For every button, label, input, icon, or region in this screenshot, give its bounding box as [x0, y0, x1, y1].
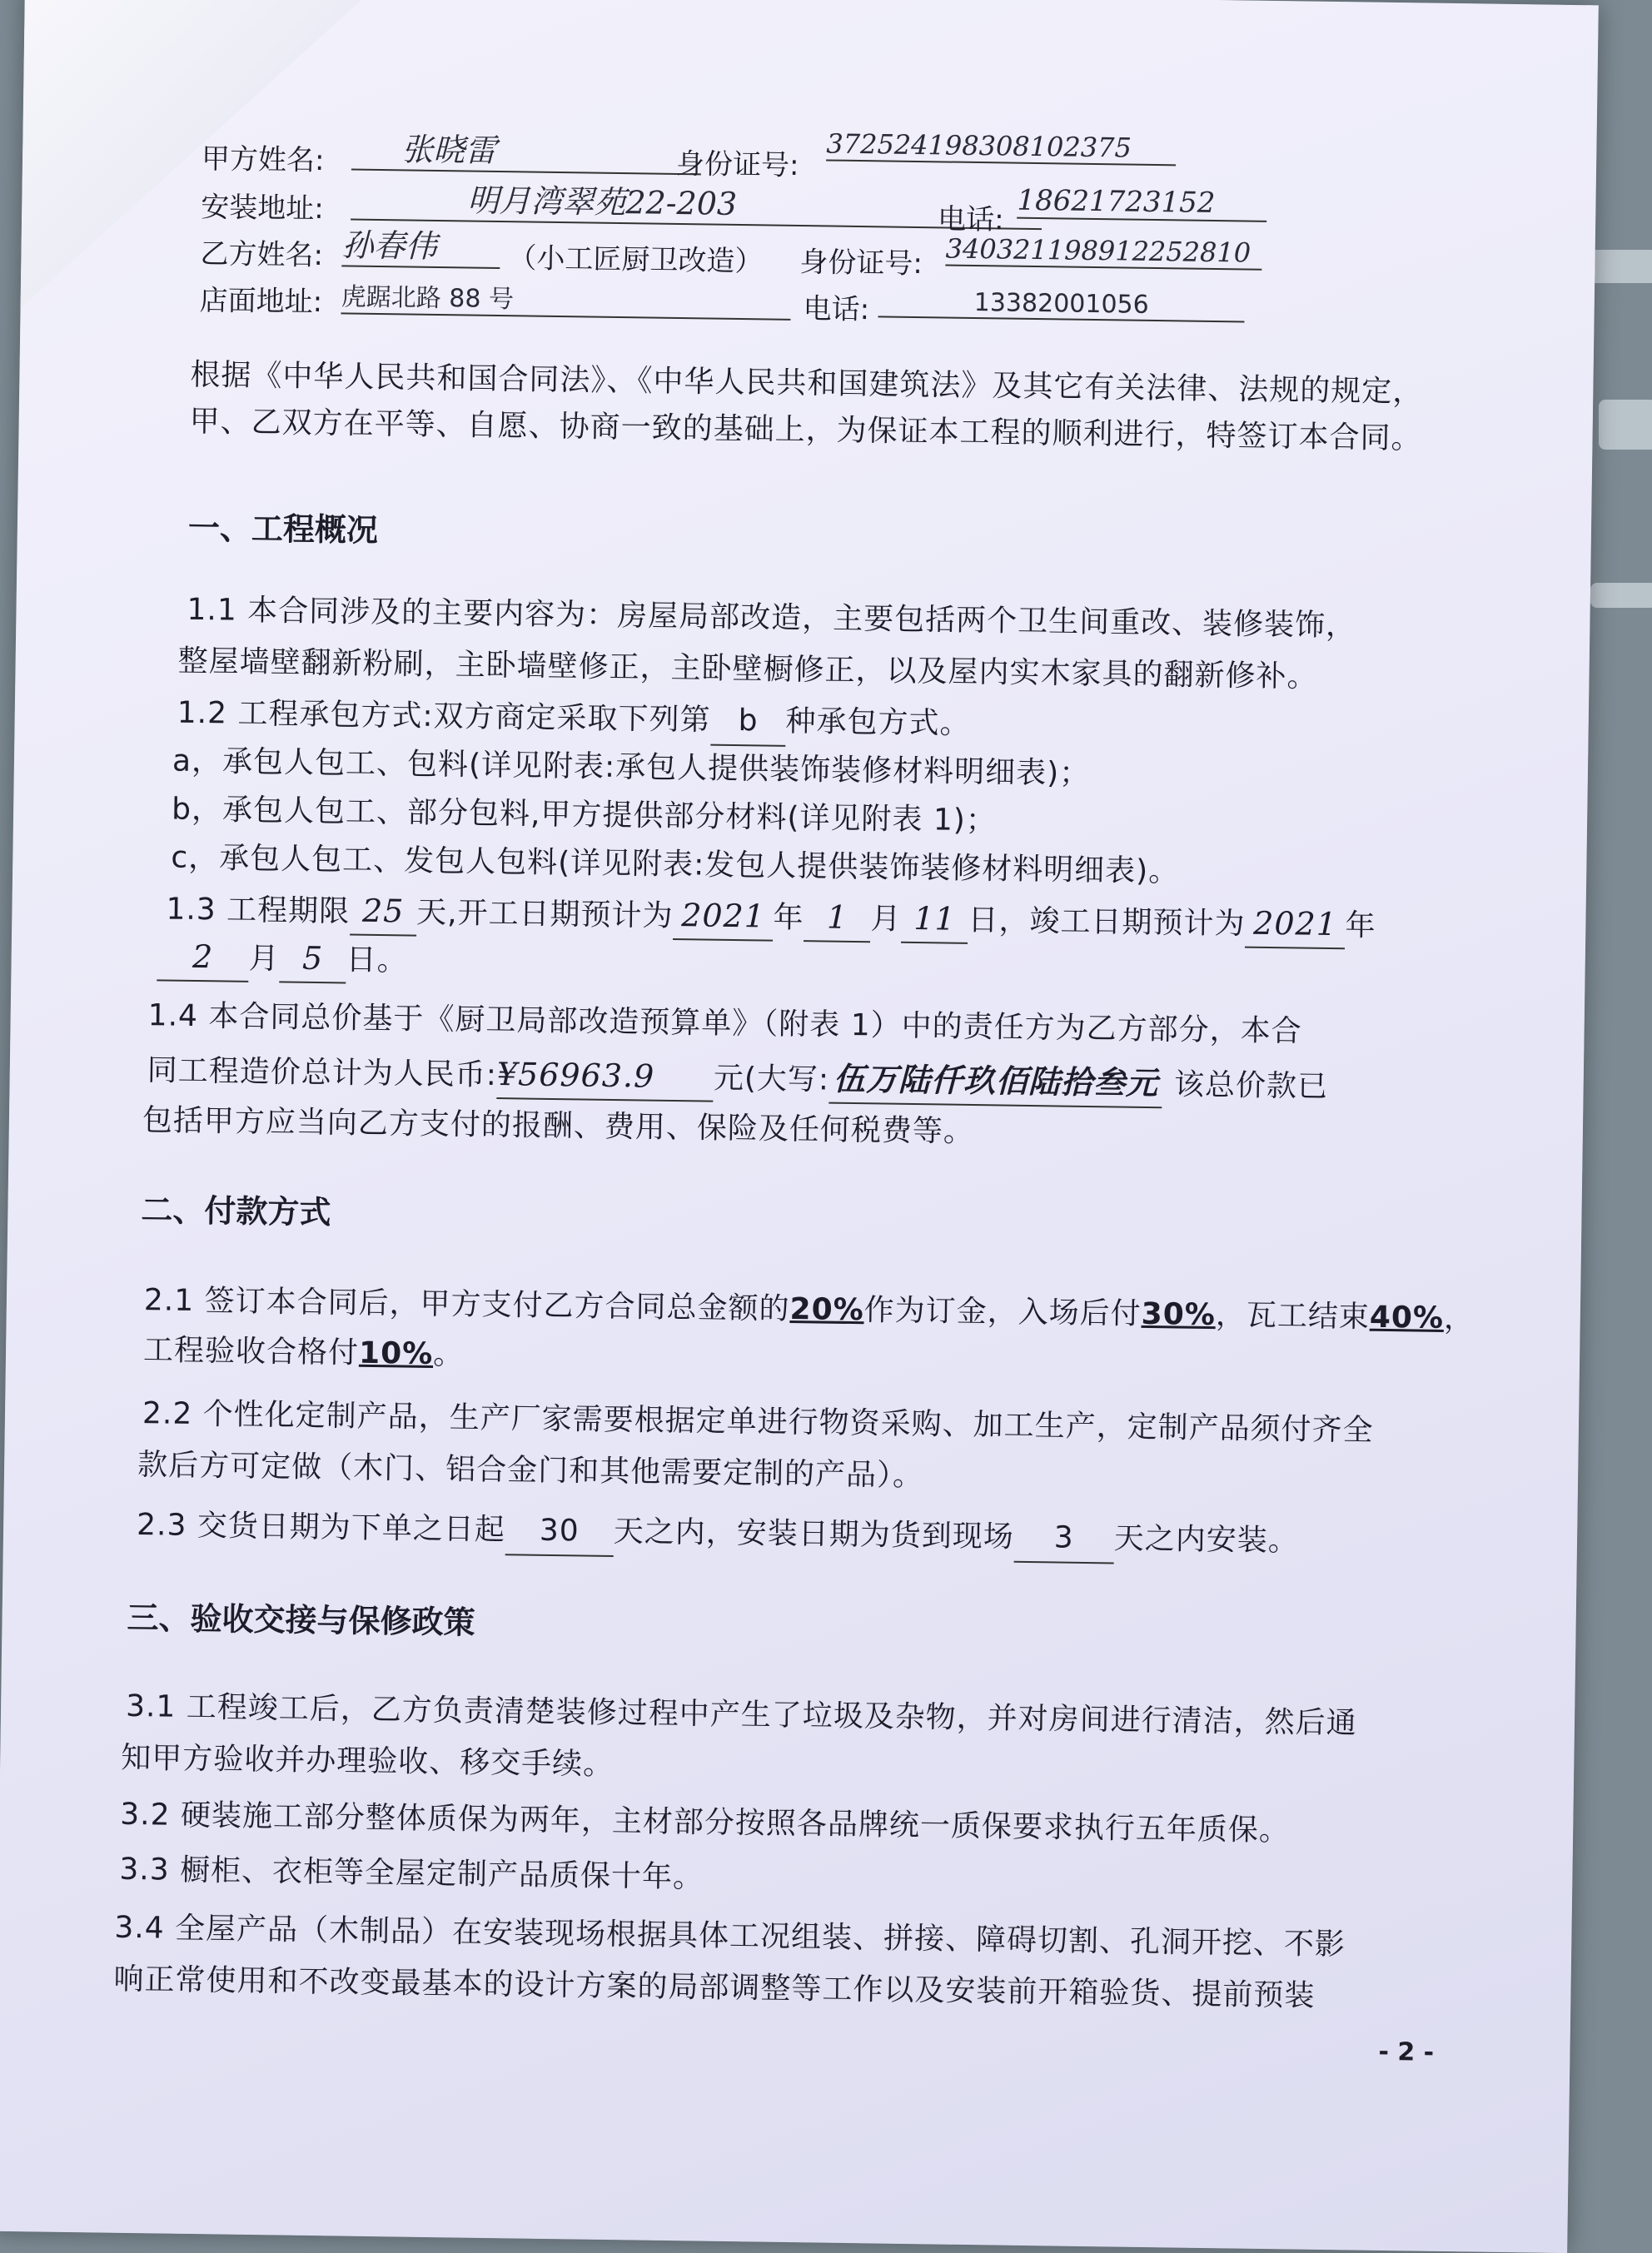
clause-3-1: 3.1 工程竣工后，乙方负责清楚装修过程中产生了垃圾及杂物，并对房间进行清洁，然后通 [125, 1689, 1357, 1741]
tiling-payment-percent: 40% [1369, 1300, 1445, 1335]
clause-2-1-cont [143, 1327, 465, 1378]
clause-2-3 [137, 1502, 1299, 1566]
clause-2-2-cont: 款后方可定做（木门、铝合金门和其他需要定制的产品）。 [137, 1448, 924, 1494]
section-2-title: 二、付款方式 [141, 1191, 331, 1231]
phone-a: 18621723152 [1017, 184, 1267, 222]
clause-3-2: 3.2 硬装施工部分整体质保为两年，主材部分按照各品牌统一质保要求执行五年质保。 [120, 1797, 1291, 1848]
clause-2-1-text: ，瓦工结束 [1215, 1298, 1371, 1335]
clause-1-3-cont [157, 933, 408, 984]
clause-2-1-text: 工程验收合格付 [142, 1333, 360, 1370]
install-days: 3 [1013, 1514, 1114, 1564]
clause-1-2-suffix: 种承包方式。 [785, 704, 971, 741]
duration-days: 25 [350, 888, 417, 937]
install-address: 明月湾翠苑22-203 [351, 172, 1042, 230]
clause-2-1-text: ， [1443, 1301, 1475, 1336]
clause-3-4-cont: 响正常使用和不改变最基本的设计方案的局部调整等工作以及安装前开箱验货、提前预装 [113, 1962, 1316, 2013]
start-month: 1 [804, 893, 871, 942]
end-month: 2 [157, 933, 249, 982]
year-char: 年 [773, 900, 804, 936]
end-day: 5 [279, 934, 346, 983]
clause-1-3-text: 1.3 工程期限 [166, 892, 351, 929]
clause-1-1-cont: 整屋墙壁翻新粉刷，主卧墙壁修正，主卧壁橱修正，以及屋内实木家具的翻新修补。 [177, 644, 1318, 694]
party-b-id: 340321198912252810 [945, 232, 1262, 270]
preamble-line: 根据《中华人民共和国合同法》、《中华人民共和国建筑法》及其它有关法律、法规的规定， [190, 357, 1424, 410]
delivery-days: 30 [505, 1507, 614, 1557]
clause-1-1: 1.1 本合同涉及的主要内容为：房屋局部改造，主要包括两个卫生间重改、装修装饰， [187, 592, 1357, 644]
section-3-title: 三、验收交接与保修政策 [127, 1599, 475, 1641]
party-a-name-label: 甲方姓名: [201, 142, 325, 178]
store-address-label: 店面地址: [199, 283, 323, 320]
end-year: 2021 [1245, 900, 1346, 950]
party-a-id: 372524198308102375 [826, 127, 1177, 166]
price-number: ¥56963.9 [496, 1051, 714, 1102]
phone-label-b: 电话: [803, 292, 870, 327]
clause-2-3-text: 天之内，安装日期为货到现场 [613, 1514, 1015, 1554]
clause-3-3: 3.3 橱柜、衣柜等全屋定制产品质保十年。 [119, 1852, 704, 1895]
day-char: 日。 [346, 942, 408, 978]
contract-mode-choice: b [710, 698, 786, 747]
start-year: 2021 [673, 892, 774, 942]
final-payment-percent: 10% [358, 1335, 434, 1372]
clause-2-1-text: 2.1 签订本合同后，甲方支付乙方合同总金额的 [143, 1283, 790, 1326]
clause-1-4-text: 该总价款已 [1173, 1067, 1329, 1104]
month-char: 月 [870, 902, 902, 937]
page-number: - 2 - [1378, 2037, 1435, 2067]
entry-payment-percent: 30% [1141, 1296, 1217, 1333]
background-stripe [1599, 400, 1652, 450]
deposit-percent: 20% [789, 1291, 865, 1328]
party-a-id-label: 身份证号: [675, 147, 799, 182]
clause-1-4-text: 同工程造价总计为人民币: [147, 1053, 498, 1093]
month-char: 月 [248, 941, 280, 977]
clause-1-4-end: 包括甲方应当向乙方支付的报酬、费用、保险及任何税费等。 [142, 1103, 975, 1150]
clause-3-4: 3.4 全屋产品（木制品）在安装现场根据具体工况组装、拼接、障碍切割、孔洞开挖、不影 [114, 1910, 1346, 1962]
clause-1-4-text: 元(大写: [713, 1061, 830, 1097]
clause-2-1-text: 。 [432, 1337, 465, 1372]
phone-b: 13382001056 [878, 286, 1244, 322]
store-address: 虎踞北路 88 号 [341, 276, 791, 321]
party-a-name: 张晓雷 [351, 122, 702, 175]
install-address-label: 安装地址: [200, 190, 324, 226]
clause-1-4: 1.4 本合同总价基于《厨卫局部改造预算单》（附表 1）中的责任方为乙方部分，本合 [147, 998, 1302, 1049]
preamble-line: 甲、乙双方在平等、自愿、协商一致的基础上，为保证本工程的顺利进行，特签订本合同。 [189, 404, 1422, 456]
option-a: a，承包人包工、包料(详见附表:承包人提供装饰装修材料明细表)； [172, 744, 1091, 791]
party-b-name-label: 乙方姓名: [200, 236, 324, 273]
party-b-company: （小工匠厨卫改造） [508, 241, 764, 279]
clause-1-2-text: 1.2 工程承包方式:双方商定采取下列第 [177, 695, 711, 738]
clause-2-3-text: 天之内安装。 [1113, 1521, 1300, 1559]
clause-2-2: 2.2 个性化定制产品，生产厂家需要根据定单进行物资采购、加工生产，定制产品须付齐全 [142, 1396, 1374, 1448]
clause-1-3-text: 天,开工日期预计为 [415, 895, 674, 933]
clause-2-1-text: 作为订金，入场后付 [863, 1293, 1142, 1331]
party-b-name: 孙春伟 [341, 219, 500, 269]
option-b: b，承包人包工、部分包料,甲方提供部分材料(详见附表 1)； [171, 792, 998, 838]
section-1-title: 一、工程概况 [187, 509, 379, 549]
clause-2-3-text: 2.3 交货日期为下单之日起 [136, 1508, 506, 1548]
phone-label-a: 电话: [937, 202, 1004, 237]
clause-1-3-text: 日，竣工日期预计为 [968, 903, 1246, 942]
clause-3-1-cont: 知甲方验收并办理验收、移交手续。 [120, 1740, 615, 1783]
option-c: c，承包人包工、发包人包料(详见附表:发包人提供装饰装修材料明细表)。 [171, 840, 1180, 889]
price-words: 伍万陆仟玖佰陆拾叁元 [829, 1056, 1163, 1109]
background-stripe [1590, 583, 1652, 608]
start-day: 11 [901, 895, 968, 944]
year-char: 年 [1345, 908, 1376, 943]
party-b-id-label: 身份证号: [799, 246, 923, 281]
